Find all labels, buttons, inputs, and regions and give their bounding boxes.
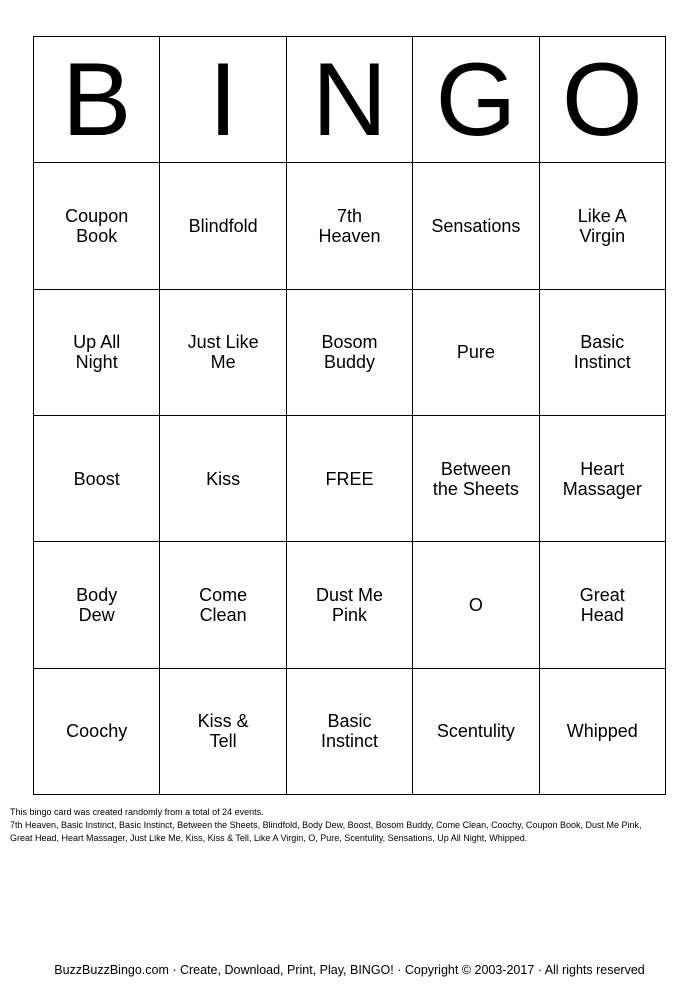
- bingo-cell: [160, 669, 286, 795]
- page-footer: BuzzBuzzBingo.com · Create, Download, Print, Play, BINGO! · Copyright © 2003-2017 · All rights reserved: [54, 963, 645, 977]
- bingo-cell: [540, 669, 666, 795]
- cell-text: Sensations: [431, 215, 521, 236]
- event-list-footnote: [10, 806, 680, 845]
- cell-text: Up All Night: [73, 332, 121, 373]
- bingo-cell: [413, 416, 539, 542]
- cell-text: O: [468, 594, 483, 615]
- cell-text: Like A Virgin: [577, 205, 627, 246]
- bingo-cell: [160, 163, 286, 289]
- footnote-events-line: 7th Heaven, Basic Instinct, Basic Instinct, Between the Sheets, Blindfold, Body Dew, Boost, Bosom Buddy, Come Clean, Coochy, Coupon Book, Dust Me Pink,: [10, 820, 642, 830]
- bingo-cell: [413, 163, 539, 289]
- header-cell-o: [540, 37, 666, 163]
- header-letter: B: [62, 41, 132, 158]
- bingo-cell: [34, 669, 160, 795]
- cell-text: Kiss: [206, 468, 241, 489]
- bingo-cell: [160, 542, 286, 668]
- bingo-cell: [540, 542, 666, 668]
- bingo-cell: [287, 163, 413, 289]
- cell-text: Whipped: [566, 721, 638, 742]
- bingo-cell: [160, 290, 286, 416]
- cell-text: FREE: [325, 468, 374, 489]
- free-space-cell: [287, 416, 413, 542]
- cell-text: Heart Massager: [562, 458, 642, 499]
- cell-text: Dust Me Pink: [315, 584, 383, 625]
- cell-text: Between the Sheets: [432, 458, 519, 499]
- cell-text: Boost: [73, 468, 120, 489]
- bingo-cell: [413, 669, 539, 795]
- header-letter: O: [561, 41, 643, 158]
- bingo-cell: [287, 669, 413, 795]
- cell-text: Coochy: [66, 721, 128, 742]
- cell-text: Scentulity: [436, 721, 515, 742]
- bingo-cell: [34, 416, 160, 542]
- header-cell-i: [160, 37, 286, 163]
- cell-text: Come Clean: [199, 584, 248, 625]
- cell-text: Just Like Me: [187, 332, 259, 373]
- header-letter: I: [208, 41, 238, 158]
- cell-text: Basic Instinct: [320, 711, 378, 752]
- bingo-cell: [540, 290, 666, 416]
- cell-text: Coupon Book: [65, 205, 129, 246]
- cell-text: Great Head: [579, 584, 625, 625]
- bingo-cell: [34, 290, 160, 416]
- bingo-cell: [287, 542, 413, 668]
- bingo-cell: [413, 542, 539, 668]
- cell-text: Basic Instinct: [573, 332, 631, 373]
- footnote-summary: This bingo card was created randomly from a total of 24 events.: [10, 807, 264, 817]
- cell-text: Blindfold: [188, 215, 258, 236]
- bingo-cell: [160, 416, 286, 542]
- bingo-cell: [34, 163, 160, 289]
- bingo-cell: [540, 163, 666, 289]
- bingo-cell: [413, 290, 539, 416]
- bingo-cell: [34, 542, 160, 668]
- footnote-events-line: Great Head, Heart Massager, Just Like Me, Kiss, Kiss & Tell, Like A Virgin, O, Pure, Scentulity, Sensations, Up All Night, Whipped.: [10, 833, 528, 843]
- header-cell-b: [34, 37, 160, 163]
- cell-text: Pure: [456, 342, 495, 363]
- cell-text: 7th Heaven: [318, 205, 381, 246]
- bingo-cell: [540, 416, 666, 542]
- cell-text: Bosom Buddy: [321, 332, 378, 373]
- cell-text: Body Dew: [76, 584, 118, 625]
- header-letter: N: [311, 41, 388, 158]
- cell-text: Kiss & Tell: [197, 711, 249, 752]
- header-letter: G: [435, 41, 517, 158]
- bingo-card: [33, 36, 666, 795]
- header-cell-n: [287, 37, 413, 163]
- bingo-cell: [287, 290, 413, 416]
- header-cell-g: [413, 37, 539, 163]
